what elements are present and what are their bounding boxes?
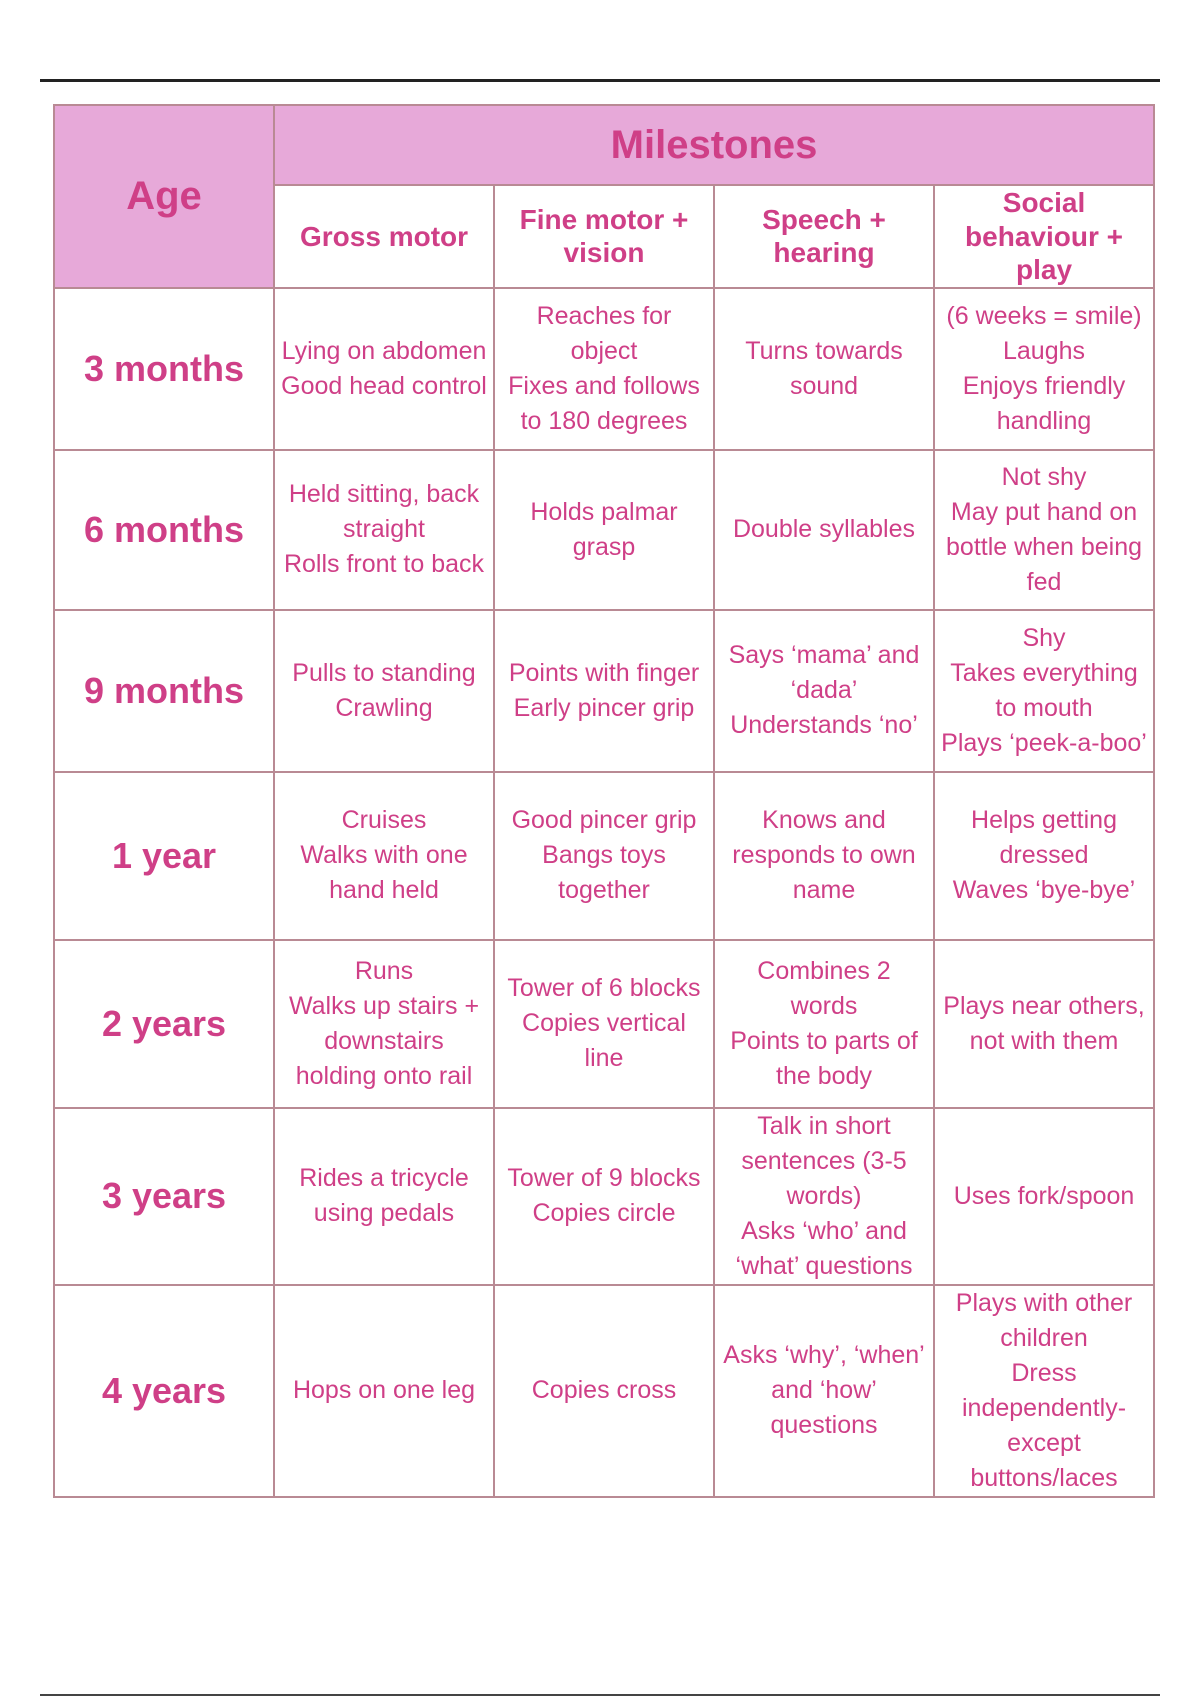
fine-motor-cell: Holds palmar grasp bbox=[494, 450, 714, 610]
social-cell: Plays with other children Dress independently-except buttons/laces bbox=[934, 1285, 1154, 1497]
age-cell: 2 years bbox=[54, 940, 274, 1108]
speech-cell: Asks ‘why’, ‘when’ and ‘how’ questions bbox=[714, 1285, 934, 1497]
fine-motor-cell: Good pincer grip Bangs toys together bbox=[494, 772, 714, 940]
column-header-speech: Speech + hearing bbox=[714, 185, 934, 288]
column-header-fine-motor: Fine motor + vision bbox=[494, 185, 714, 288]
age-cell: 3 years bbox=[54, 1108, 274, 1285]
table-row bbox=[54, 610, 1154, 772]
age-cell: 9 months bbox=[54, 610, 274, 772]
column-header-gross-motor: Gross motor bbox=[274, 185, 494, 288]
speech-cell: Combines 2 words Points to parts of the body bbox=[714, 940, 934, 1108]
age-cell: 6 months bbox=[54, 450, 274, 610]
social-cell: Uses fork/spoon bbox=[934, 1108, 1154, 1285]
table-row bbox=[54, 1285, 1154, 1497]
fine-motor-cell: Copies cross bbox=[494, 1285, 714, 1497]
gross-motor-cell: Hops on one leg bbox=[274, 1285, 494, 1497]
speech-cell: Says ‘mama’ and ‘dada’ Understands ‘no’ bbox=[714, 610, 934, 772]
speech-cell: Turns towards sound bbox=[714, 288, 934, 450]
speech-cell: Talk in short sentences (3-5 words) Asks ‘who’ and ‘what’ questions bbox=[714, 1108, 934, 1285]
social-cell: Plays near others, not with them bbox=[934, 940, 1154, 1108]
header-row-top bbox=[54, 105, 1154, 185]
table-row bbox=[54, 450, 1154, 610]
speech-cell: Double syllables bbox=[714, 450, 934, 610]
fine-motor-cell: Tower of 6 blocks Copies vertical line bbox=[494, 940, 714, 1108]
bottom-rule bbox=[40, 1694, 1160, 1696]
fine-motor-cell: Tower of 9 blocks Copies circle bbox=[494, 1108, 714, 1285]
gross-motor-cell: Held sitting, back straight Rolls front to back bbox=[274, 450, 494, 610]
age-cell: 3 months bbox=[54, 288, 274, 450]
age-cell: 4 years bbox=[54, 1285, 274, 1497]
social-cell: (6 weeks = smile) Laughs Enjoys friendly handling bbox=[934, 288, 1154, 450]
social-cell: Shy Takes everything to mouth Plays ‘peek-a-boo’ bbox=[934, 610, 1154, 772]
gross-motor-cell: Rides a tricycle using pedals bbox=[274, 1108, 494, 1285]
milestones-table bbox=[53, 104, 1155, 1498]
fine-motor-cell: Reaches for object Fixes and follows to 180 degrees bbox=[494, 288, 714, 450]
speech-cell: Knows and responds to own name bbox=[714, 772, 934, 940]
age-header: Age bbox=[54, 105, 274, 288]
gross-motor-cell: Cruises Walks with one hand held bbox=[274, 772, 494, 940]
fine-motor-cell: Points with finger Early pincer grip bbox=[494, 610, 714, 772]
milestones-header: Milestones bbox=[274, 105, 1154, 185]
table-row bbox=[54, 940, 1154, 1108]
table-row bbox=[54, 288, 1154, 450]
table-row bbox=[54, 772, 1154, 940]
column-header-social: Social behaviour + play bbox=[934, 185, 1154, 288]
social-cell: Helps getting dressed Waves ‘bye-bye’ bbox=[934, 772, 1154, 940]
table-row bbox=[54, 1108, 1154, 1285]
gross-motor-cell: Pulls to standing Crawling bbox=[274, 610, 494, 772]
gross-motor-cell: Lying on abdomen Good head control bbox=[274, 288, 494, 450]
top-rule bbox=[40, 79, 1160, 82]
gross-motor-cell: Runs Walks up stairs + downstairs holding onto rail bbox=[274, 940, 494, 1108]
age-cell: 1 year bbox=[54, 772, 274, 940]
social-cell: Not shy May put hand on bottle when being fed bbox=[934, 450, 1154, 610]
